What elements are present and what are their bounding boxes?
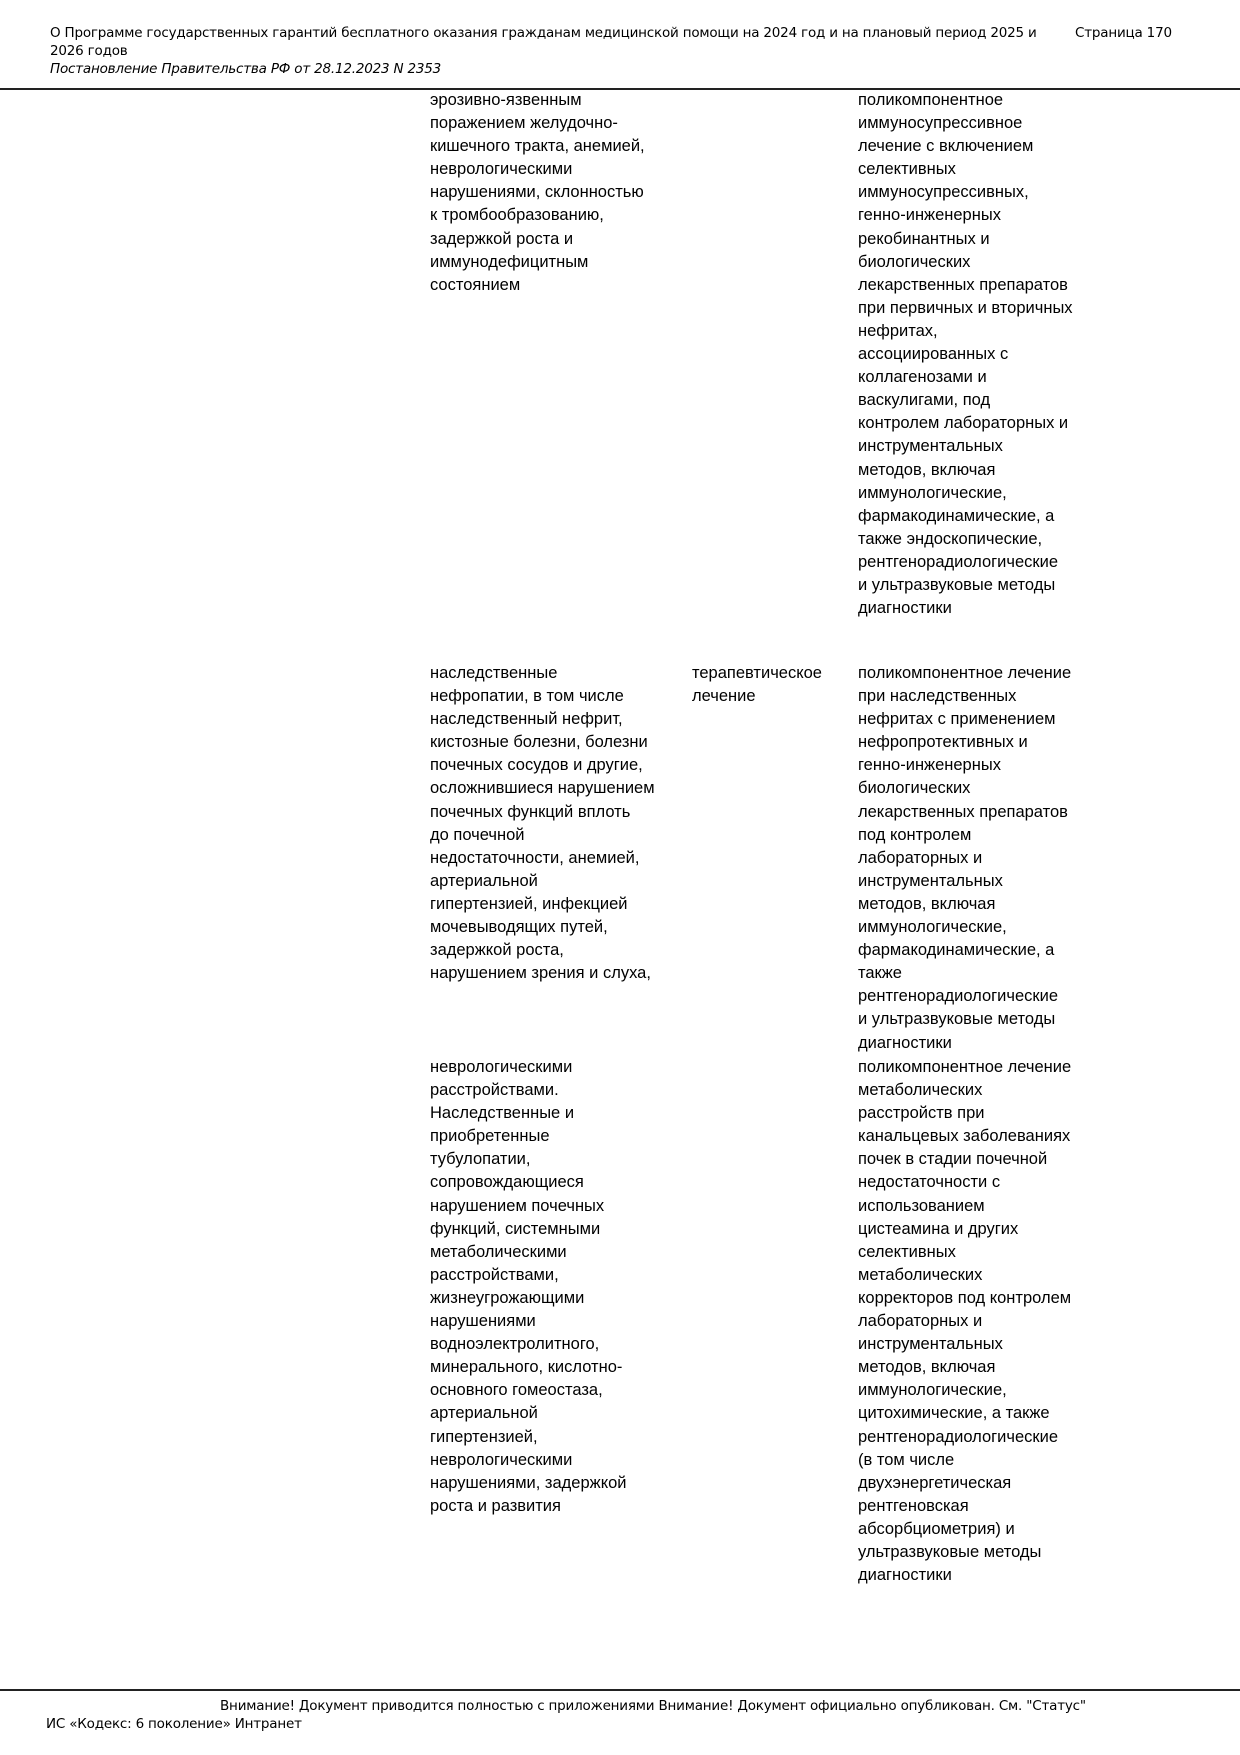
document-subtitle: Постановление Правительства РФ от 28.12.2023 N 2353 <box>50 61 442 77</box>
footer-divider <box>0 1689 1240 1691</box>
method-cell: поликомпонентное иммуносупрессивное лечение с включением селективных иммуносупрессивных, генно-инженерных рекобинантных и биологических лекарственных препаратов при первичных и вторичных нефритах, ассоциированных с коллагенозами и васкулигами, под контролем лабораторных и инструментальных методов, включая иммунологические, фармакодинамические, а также эндоскопические, рентгенорадиологические и ультразвуковые методы диагностики <box>858 91 1073 618</box>
condition-cell: неврологическими расстройствами. Наследственные и приобретенные тубулопатии, сопровождающиеся нарушением почечных функций, системными метаболическими расстройствами, жизнеугрожающими нарушениями водноэлектролитного, минерального, кислотно- основного гомеостаза, артериальной гипертензией, неврологическими нарушениями, задержкой роста и развития <box>430 1058 627 1515</box>
condition-cell: эрозивно-язвенным поражением желудочно- кишечного тракта, анемией, неврологическими нарушениями, склонностью к тромбообразованию, задержкой роста и иммунодефицитным состоянием <box>430 91 645 294</box>
treatment-type-cell: терапевтическое лечение <box>692 664 822 706</box>
document-title: О Программе государственных гарантий бесплатного оказания гражданам медицинской помощи на 2024 год и на плановый период 2025 и 2026 годов <box>50 25 1037 59</box>
footer-notice: Внимание! Документ приводится полностью с приложениями Внимание! Документ официально опубликован. См. "Статус" <box>220 1698 1086 1714</box>
footer-system: ИС «Кодекс: 6 поколение» Интранет <box>46 1716 302 1732</box>
document-header <box>50 24 1060 78</box>
page-number: Страница 170 <box>1075 25 1172 41</box>
condition-cell: наследственные нефропатии, в том числе наследственный нефрит, кистозные болезни, болезни почечных сосудов и другие, осложнившиеся нарушением почечных функций вплоть до почечной недостаточности, анемией, артериальной гипертензией, инфекцией мочевыводящих путей, задержкой роста, нарушением зрения и слуха, <box>430 664 655 983</box>
method-cell: поликомпонентное лечение метаболических расстройств при канальцевых заболеваниях почек в стадии почечной недостаточности с использованием цистеамина и других селективных метаболических корректоров под контролем лабораторных и инструментальных методов, включая иммунологические, цитохимические, а также рентгенорадиологические (в том числе двухэнергетическая рентгеновская абсорбциометрия) и ультразвуковые методы диагностики <box>858 1058 1072 1585</box>
method-cell: поликомпонентное лечение при наследственных нефритах с применением нефропротективных и генно-инженерных биологических лекарственных препаратов под контролем лабораторных и инструментальных методов, включая иммунологические, фармакодинамические, а также рентгенорадиологические и ультразвуковые методы диагностики <box>858 664 1072 1052</box>
